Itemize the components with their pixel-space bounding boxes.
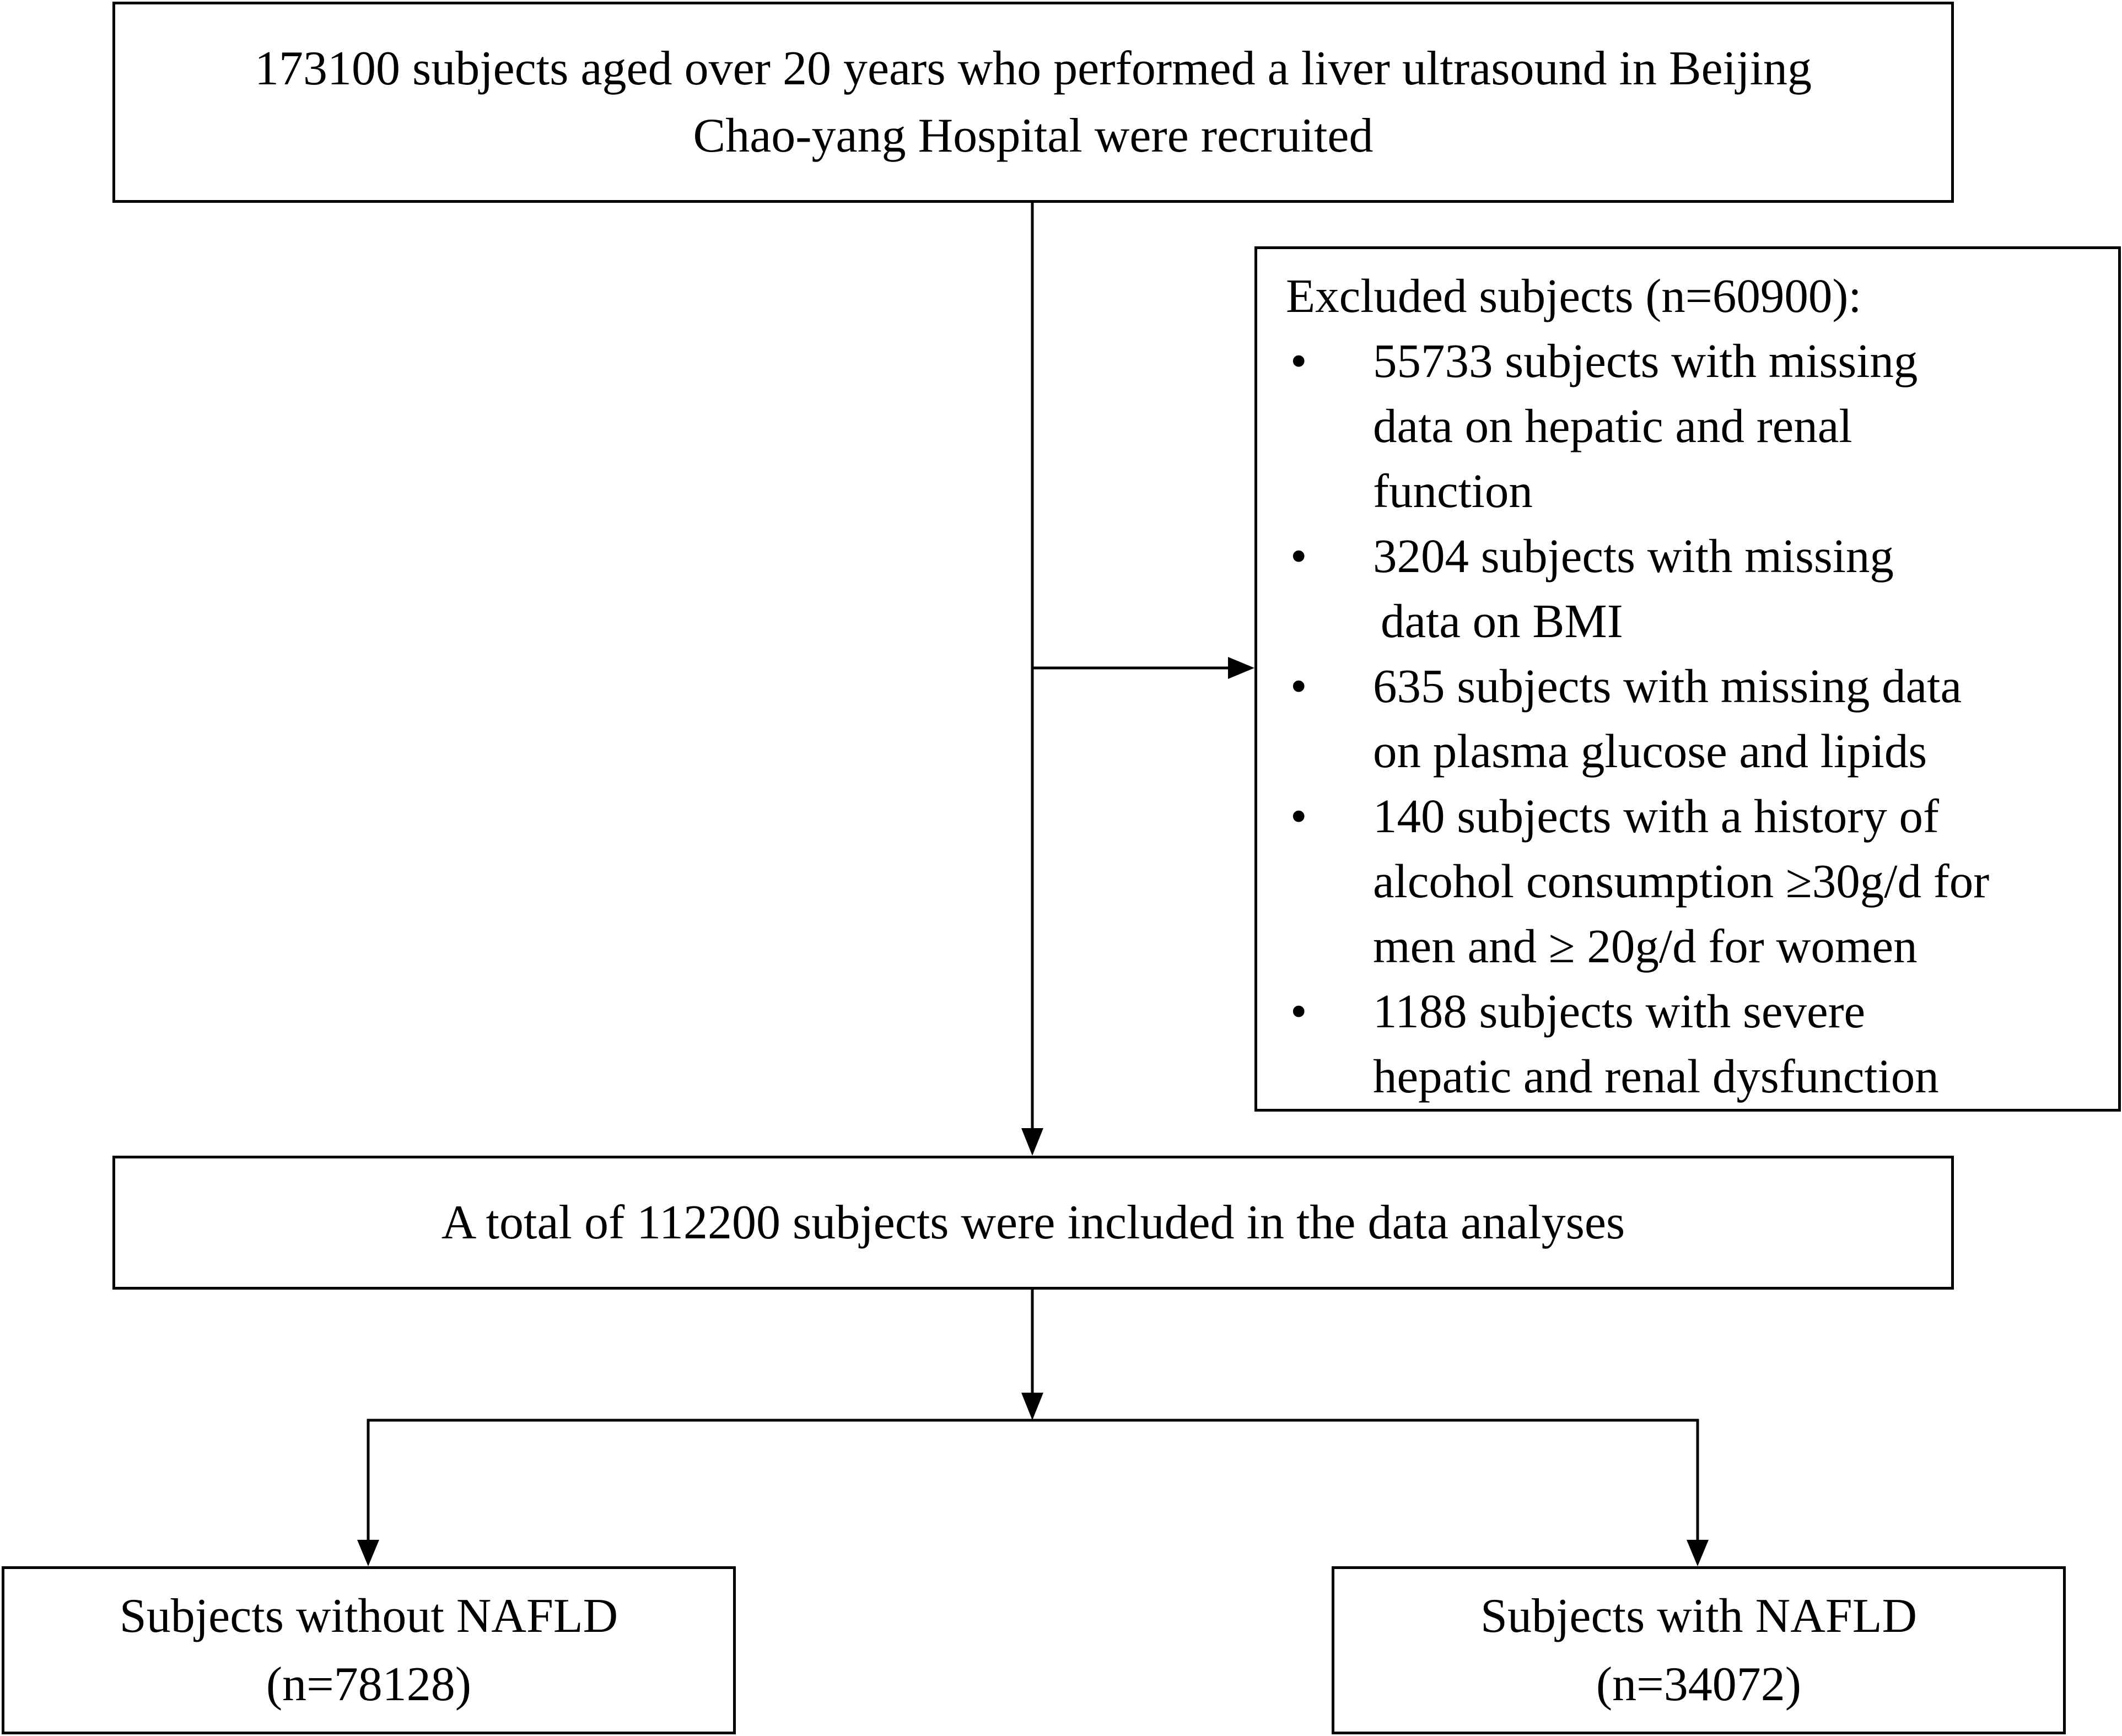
exclusion-item-line: on plasma glucose and lipids xyxy=(1373,724,1927,778)
recruitment-text-line-1: 173100 subjects aged over 20 years who performed a liver ultrasound in Beijing xyxy=(254,41,1812,95)
bullet-icon: • xyxy=(1290,334,1307,387)
exclusion-item-line: hepatic and renal dysfunction xyxy=(1373,1049,1939,1103)
arrowhead-excluded xyxy=(1228,657,1254,679)
included-subjects-box xyxy=(112,1156,1954,1290)
exclusion-item-line: men and ≥ 20g/d for women xyxy=(1373,919,1918,973)
exclusion-item-line: 635 subjects with missing data xyxy=(1373,659,1962,713)
exclusion-item-line: data on BMI xyxy=(1381,594,1623,648)
exclusion-item-line: 140 subjects with a history of xyxy=(1373,789,1939,843)
bullet-icon: • xyxy=(1290,659,1307,713)
bullet-icon: • xyxy=(1290,529,1307,583)
with-nafld-label: Subjects with NAFLD xyxy=(1480,1589,1917,1643)
recruitment-text-line-2: Chao-yang Hospital were recruited xyxy=(693,109,1374,163)
exclusion-item-line: 3204 subjects with missing xyxy=(1373,529,1894,583)
exclusion-item-line: data on hepatic and renal xyxy=(1373,399,1852,452)
arrowhead-total xyxy=(1021,1128,1043,1156)
exclusion-item-line: alcohol consumption ≥30g/d for xyxy=(1373,854,1990,908)
bullet-icon: • xyxy=(1290,984,1307,1038)
arrowhead-with xyxy=(1687,1540,1709,1566)
bullet-icon: • xyxy=(1290,789,1307,843)
without-nafld-label: Subjects without NAFLD xyxy=(119,1589,618,1643)
without-nafld-box xyxy=(2,1566,736,1734)
exclusion-item-line: 55733 subjects with missing xyxy=(1373,334,1918,387)
excluded-title: Excluded subjects (n=60900): xyxy=(1286,269,1862,322)
arrowhead-split xyxy=(1021,1393,1043,1420)
recruitment-box xyxy=(112,2,1954,203)
exclusion-item-line: 1188 subjects with severe xyxy=(1373,984,1866,1038)
with-nafld-count: (n=34072) xyxy=(1596,1657,1802,1711)
included-subjects-text: A total of 112200 subjects were included in the data analyses xyxy=(441,1195,1625,1249)
with-nafld-box xyxy=(1332,1566,2066,1734)
arrowhead-without xyxy=(357,1540,379,1566)
excluded-subjects-box xyxy=(1254,246,2121,1112)
without-nafld-count: (n=78128) xyxy=(266,1657,472,1711)
exclusion-item-line: function xyxy=(1373,464,1533,517)
